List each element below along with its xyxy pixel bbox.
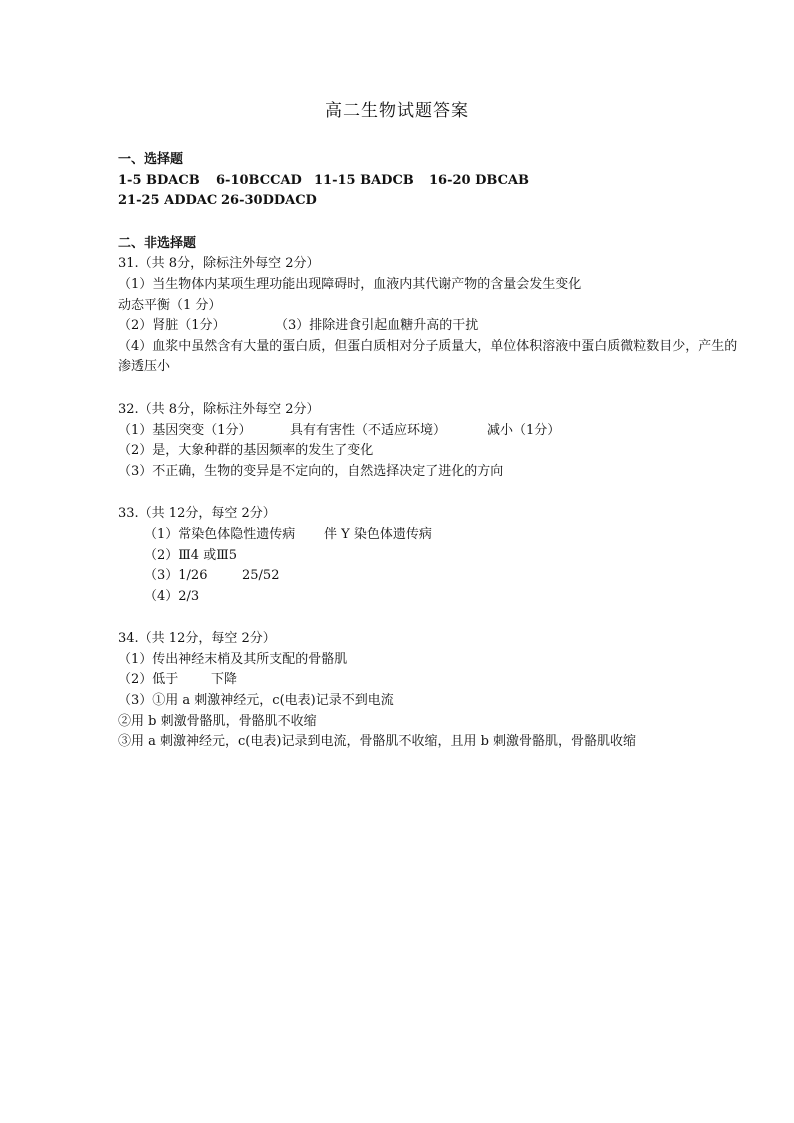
q32-answer-3: （3）不正确，生物的变异是不定向的，自然选择决定了进化的方向 <box>118 463 504 479</box>
q33-answer-1a: （1）常染色体隐性遗传病 <box>144 526 296 542</box>
q33-answer-2: （2）Ⅲ4 或Ⅲ5 <box>144 547 238 563</box>
q31-answer-3: （3）排除进食引起血糖升高的干扰 <box>275 318 479 334</box>
section-heading-nonchoice: 二、非选择题 <box>118 235 197 251</box>
q32-answer-1b: 具有有害性（不适应环境） <box>290 422 447 438</box>
q34-answer-3-step-2: ②用 b 刺激骨骼肌，骨骼肌不收缩 <box>118 713 317 729</box>
page-title: 高二生物试题答案 <box>325 101 469 121</box>
q31-answer-4: （4）血浆中虽然含有大量的蛋白质，但蛋白质相对分子质量大，单位体积溶液中蛋白质微粒数目少，产生的渗透压小 <box>118 338 738 375</box>
q33-answer-3b: 25/52 <box>242 568 280 584</box>
q34-answer-2 <box>118 670 738 691</box>
q34-answer-3: （3）①用 a 刺激神经元，c(电表)记录不到电流 <box>118 693 394 709</box>
choice-answers-row-2 <box>118 191 738 212</box>
q32-answer-1 <box>118 421 738 442</box>
q32-answer-1c: 减小（1分） <box>487 422 561 438</box>
q32-answer-2: （2）是，大象种群的基因频率的发生了变化 <box>118 443 374 459</box>
q32-answer-1a: （1）基因突变（1分） <box>118 422 252 438</box>
q33-answer-3 <box>118 566 738 587</box>
choice-answer-group: 16-20 DBCAB <box>429 172 530 188</box>
q33-answer-1 <box>118 525 738 546</box>
q31-answer-1-cont: 动态平衡（1 分） <box>118 297 222 313</box>
q33-answer-4: （4）2/3 <box>144 588 200 604</box>
q34-answer-1: （1）传出神经末梢及其所支配的骨骼肌 <box>118 651 348 667</box>
choice-answer-group: 26-30DDACD <box>221 193 317 209</box>
q34-answer-3-step-3: ③用 a 刺激神经元，c(电表)记录到电流，骨骼肌不收缩，且用 b 刺激骨骼肌，骨骼肌收缩 <box>118 734 637 750</box>
q34-answer-2a: （2）低于 <box>118 672 179 688</box>
choice-answer-group: 6-10BCCAD <box>216 172 302 188</box>
q33-answer-3a: （3）1/26 <box>144 568 208 584</box>
choice-answer-group: 11-15 BADCB <box>314 172 414 188</box>
q33-header: 33.（共 12分，每空 2分） <box>118 506 276 522</box>
choice-answer-group: 1-5 BDACB <box>118 172 200 188</box>
choice-answer-group: 21-25 ADDAC <box>118 193 218 209</box>
q31-header: 31.（共 8分，除标注外每空 2分） <box>118 256 320 272</box>
choice-answers-row-1 <box>118 171 738 192</box>
section-heading-choice: 一、选择题 <box>118 152 184 167</box>
q33-answer-1b: 伴 Y 染色体遗传病 <box>324 526 432 542</box>
q34-answer-2b: 下降 <box>211 672 238 688</box>
q31-answer-2: （2）肾脏（1分） <box>118 318 226 334</box>
q32-header: 32.（共 8分，除标注外每空 2分） <box>118 401 320 417</box>
answer-content <box>118 150 738 753</box>
q31-answer-2-3 <box>118 316 738 337</box>
q34-header: 34.（共 12分，每空 2分） <box>118 631 276 647</box>
q31-answer-1: （1）当生物体内某项生理功能出现障碍时，血液内其代谢产物的含量会发生变化 <box>118 276 582 292</box>
